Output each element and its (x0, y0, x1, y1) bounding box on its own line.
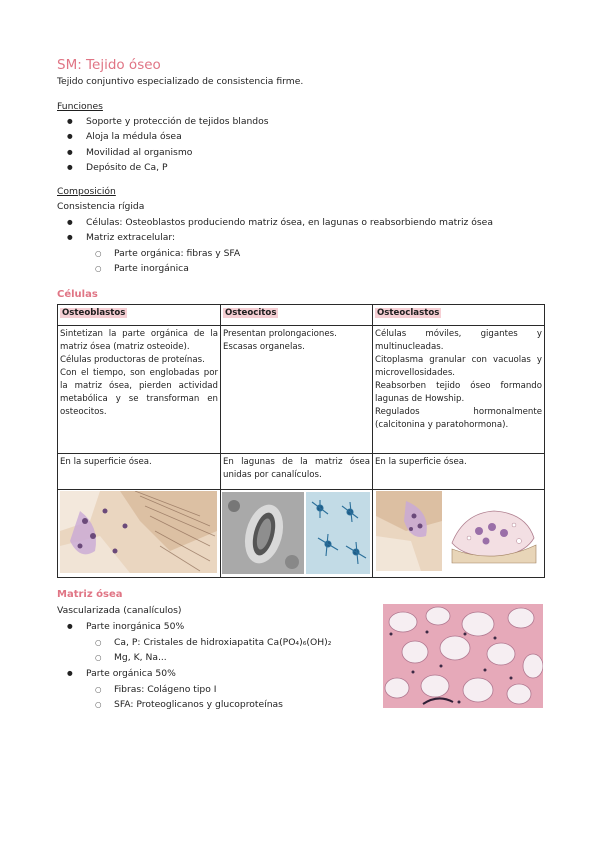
funciones-heading: Funciones (57, 101, 103, 112)
page-subtitle: Tejido conjuntivo especializado de consistencia firme. (57, 76, 304, 87)
matriz-inorg-sublist (57, 635, 331, 666)
table-cell-line: Reabsorben tejido óseo formando lagunas de Howship. (375, 381, 542, 404)
list-item: ○ Parte inorgánica (57, 261, 240, 276)
composicion-list (57, 215, 493, 246)
list-item: ● Parte inorgánica 50% (57, 619, 184, 634)
list-item: ● Matriz extracelular: (57, 230, 493, 245)
osteocitos-desc-cell (221, 326, 373, 454)
table-header-row (58, 305, 545, 326)
table-row (58, 326, 545, 454)
matriz-org-list (57, 666, 176, 681)
list-item: ○ Mg, K, Na... (57, 650, 331, 665)
matriz-inorg-list (57, 619, 184, 634)
table-cell-line: Con el tiempo, son englobadas por la matriz ósea, pierden actividad metabólica y se transforman en osteocitos. (60, 368, 218, 417)
table-cell-line: Citoplasma granular con vacuolas y microvellosidades. (375, 355, 542, 378)
header-osteocitos: Osteocitos (225, 308, 277, 318)
osteoblastos-location-cell: En la superficie ósea. (58, 454, 221, 490)
osteoclast-diagram (444, 493, 542, 571)
matriz-org-sublist (57, 682, 283, 713)
composicion-intro: Consistencia rígida (57, 201, 145, 212)
list-item: ○ Parte orgánica: fibras y SFA (57, 246, 240, 261)
osteoclastos-micrograph (376, 491, 442, 571)
list-item: ○ Fibras: Colágeno tipo I (57, 682, 283, 697)
matriz-intro: Vascularizada (canalículos) (57, 605, 182, 616)
table-row (58, 454, 545, 490)
osteoclastos-location-cell: En la superficie ósea. (373, 454, 545, 490)
page-title: SM: Tejido óseo (57, 57, 161, 73)
table-cell-line: Células productoras de proteínas. (60, 355, 205, 365)
header-osteoblastos: Osteoblastos (62, 308, 126, 318)
list-item: ● Movilidad al organismo (57, 145, 269, 160)
list-item: ● Parte orgánica 50% (57, 666, 176, 681)
celulas-heading: Células (57, 289, 98, 300)
table-cell-line: Células móviles, gigantes y multinucleadas. (375, 329, 542, 352)
matriz-micrograph (383, 604, 543, 708)
funciones-list (57, 114, 269, 176)
osteoblastos-desc-cell (58, 326, 221, 454)
list-item: ● Depósito de Ca, P (57, 160, 269, 175)
matriz-heading: Matriz ósea (57, 589, 123, 600)
list-item: ● Aloja la médula ósea (57, 129, 269, 144)
table-cell-line: Sintetizan la parte orgánica de la matriz ósea (matriz osteoide). (60, 329, 218, 352)
list-item: ● Células: Osteoblastos produciendo matriz ósea, en lagunas o reabsorbiendo matriz ósea (57, 215, 493, 230)
table-cell-line: Escasas organelas. (223, 342, 305, 352)
table-cell-line: Regulados hormonalmente (calcitonina y paratohormona). (375, 407, 542, 430)
list-item: ● Soporte y protección de tejidos blandos (57, 114, 269, 129)
list-item: ○ Ca, P: Cristales de hidroxiapatita Ca(PO₄)₆(OH)₂ (57, 635, 331, 650)
osteocitos-em-micrograph (222, 492, 304, 574)
osteocitos-blue-micrograph (306, 492, 370, 574)
osteocitos-location-cell: En lagunas de la matriz ósea unidas por canalículos. (221, 454, 373, 490)
osteoclastos-desc-cell (373, 326, 545, 454)
table-cell-line: Presentan prolongaciones. (223, 329, 337, 339)
composicion-heading: Composición (57, 186, 116, 197)
header-osteoclastos: Osteoclastos (377, 308, 440, 318)
list-item: ○ SFA: Proteoglicanos y glucoproteínas (57, 697, 283, 712)
osteoblastos-micrograph (60, 491, 217, 573)
composicion-sublist (57, 246, 240, 277)
